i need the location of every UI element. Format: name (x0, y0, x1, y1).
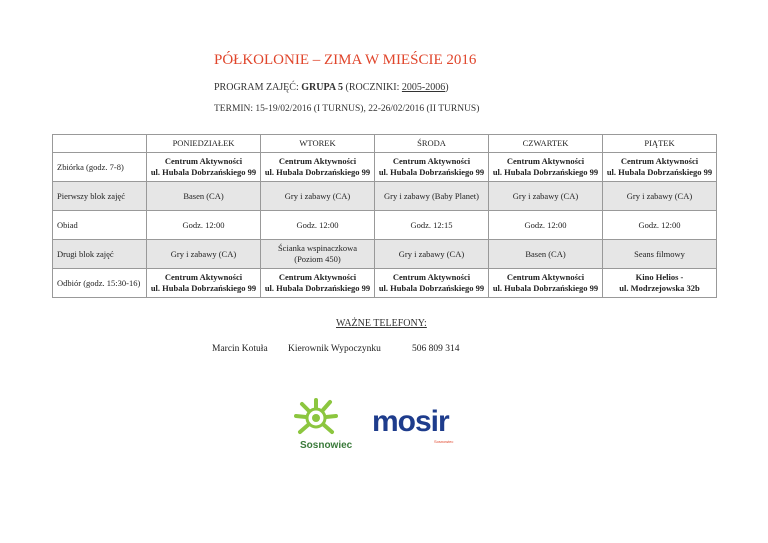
table-row (53, 211, 717, 240)
table-row (53, 269, 717, 298)
schedule-cell (375, 240, 489, 269)
day-header: WTOREK (261, 135, 375, 153)
cell-line-1: Basen (CA) (183, 190, 224, 201)
row-label: Drugi blok zajęć (53, 240, 147, 269)
schedule-cell (261, 269, 375, 298)
cell-line-1: Godz. 12:00 (638, 219, 681, 230)
program-prefix: PROGRAM ZAJĘĆ: (214, 82, 302, 93)
phones-title: WAŻNE TELEFONY: (336, 318, 427, 329)
cell-line-1: Centrum Aktywności (392, 156, 471, 167)
schedule-cell (147, 240, 261, 269)
cell-line-2: ul. Hubala Dobrzańskiego 99 (150, 283, 257, 293)
cell-line-1: Centrum Aktywności (278, 156, 357, 167)
cell-line-2: ul. Hubala Dobrzańskiego 99 (606, 167, 713, 177)
mosir-logo-subtext: Sosnowiec (434, 439, 454, 444)
corner-cell (53, 135, 147, 153)
schedule-cell (603, 153, 717, 182)
cell-line-1: Centrum Aktywności (506, 156, 585, 167)
row-label: Obiad (53, 211, 147, 240)
cell-line-1: Gry i zabawy (Baby Planet) (384, 190, 479, 201)
cell-line-2: ul. Hubala Dobrzańskiego 99 (150, 167, 257, 177)
schedule-table (52, 134, 717, 298)
cell-line-1: Gry i zabawy (CA) (512, 190, 579, 201)
program-mid: (ROCZNIKI: (343, 82, 402, 93)
mosir-logo-text: mosir (372, 405, 449, 438)
mosir-logo (372, 405, 472, 451)
page-title: PÓŁKOLONIE – ZIMA W MIEŚCIE 2016 (214, 52, 477, 68)
cell-line-2: ul. Modrzejowska 32b (619, 283, 700, 293)
schedule-cell (375, 211, 489, 240)
cell-line-2: ul. Hubala Dobrzańskiego 99 (378, 283, 485, 293)
cell-line-1: Centrum Aktywności (620, 156, 699, 167)
cell-line-1: Centrum Aktywności (164, 156, 243, 167)
cell-line-2: ul. Hubala Dobrzańskiego 99 (264, 167, 371, 177)
termin-line: TERMIN: 15-19/02/2016 (I TURNUS), 22-26/02/2016 (II TURNUS) (214, 104, 480, 114)
schedule-cell (261, 240, 375, 269)
schedule-cell (375, 182, 489, 211)
program-years: 2005-2006 (401, 82, 446, 93)
schedule-cell (489, 182, 603, 211)
contact-name: Marcin Kotuła (212, 344, 268, 354)
schedule-cell (489, 240, 603, 269)
program-group: GRUPA 5 (301, 82, 344, 93)
day-header: PONIEDZIAŁEK (147, 135, 261, 153)
cell-line-2: ul. Hubala Dobrzańskiego 99 (264, 283, 371, 293)
schedule-cell (147, 211, 261, 240)
cell-line-1: Centrum Aktywności (278, 272, 357, 283)
cell-line-2: ul. Hubala Dobrzańskiego 99 (492, 283, 599, 293)
schedule-cell (603, 182, 717, 211)
schedule-cell (261, 153, 375, 182)
cell-line-1: Godz. 12:15 (410, 219, 453, 230)
cell-line-2: ul. Hubala Dobrzańskiego 99 (378, 167, 485, 177)
day-header: ŚRODA (375, 135, 489, 153)
contact-phone: 506 809 314 (412, 344, 460, 354)
schedule-cell (603, 240, 717, 269)
cell-line-1: Centrum Aktywności (392, 272, 471, 283)
cell-line-1: Godz. 12:00 (296, 219, 339, 230)
schedule-cell (261, 182, 375, 211)
cell-line-1: Godz. 12:00 (524, 219, 567, 230)
table-header-row (53, 135, 717, 153)
table-row (53, 240, 717, 269)
cell-line-2: (Poziom 450) (294, 254, 341, 264)
schedule-cell (147, 153, 261, 182)
cell-line-1: Gry i zabawy (CA) (398, 248, 465, 259)
cell-line-1: Gry i zabawy (CA) (170, 248, 237, 259)
schedule-cell (147, 182, 261, 211)
program-suffix: ) (445, 82, 449, 93)
schedule-cell (603, 211, 717, 240)
sosnowiec-logo-text: Sosnowiec (300, 440, 353, 451)
cell-line-2: ul. Hubala Dobrzańskiego 99 (492, 167, 599, 177)
cell-line-1: Basen (CA) (525, 248, 566, 259)
contact-role: Kierownik Wypoczynku (288, 344, 381, 354)
day-header: PIĄTEK (603, 135, 717, 153)
cell-line-1: Gry i zabawy (CA) (626, 190, 693, 201)
schedule-cell (147, 269, 261, 298)
schedule-cell (375, 153, 489, 182)
row-label: Odbiór (godz. 15:30-16) (53, 269, 147, 298)
row-label: Zbiórka (godz. 7-8) (53, 153, 147, 182)
schedule-cell (603, 269, 717, 298)
table-row (53, 182, 717, 211)
cell-line-1: Kino Helios - (635, 272, 684, 283)
cell-line-1: Seans filmowy (634, 248, 685, 259)
cell-line-1: Centrum Aktywności (506, 272, 585, 283)
day-header: CZWARTEK (489, 135, 603, 153)
schedule-cell (261, 211, 375, 240)
cell-line-1: Ścianka wspinaczkowa (277, 243, 358, 254)
schedule-cell (489, 269, 603, 298)
table-row (53, 153, 717, 182)
program-line (214, 82, 449, 93)
cell-line-1: Godz. 12:00 (182, 219, 225, 230)
schedule-cell (489, 153, 603, 182)
cell-line-1: Centrum Aktywności (164, 272, 243, 283)
cell-line-1: Gry i zabawy (CA) (284, 190, 351, 201)
row-label: Pierwszy blok zajęć (53, 182, 147, 211)
schedule-cell (489, 211, 603, 240)
schedule-cell (375, 269, 489, 298)
